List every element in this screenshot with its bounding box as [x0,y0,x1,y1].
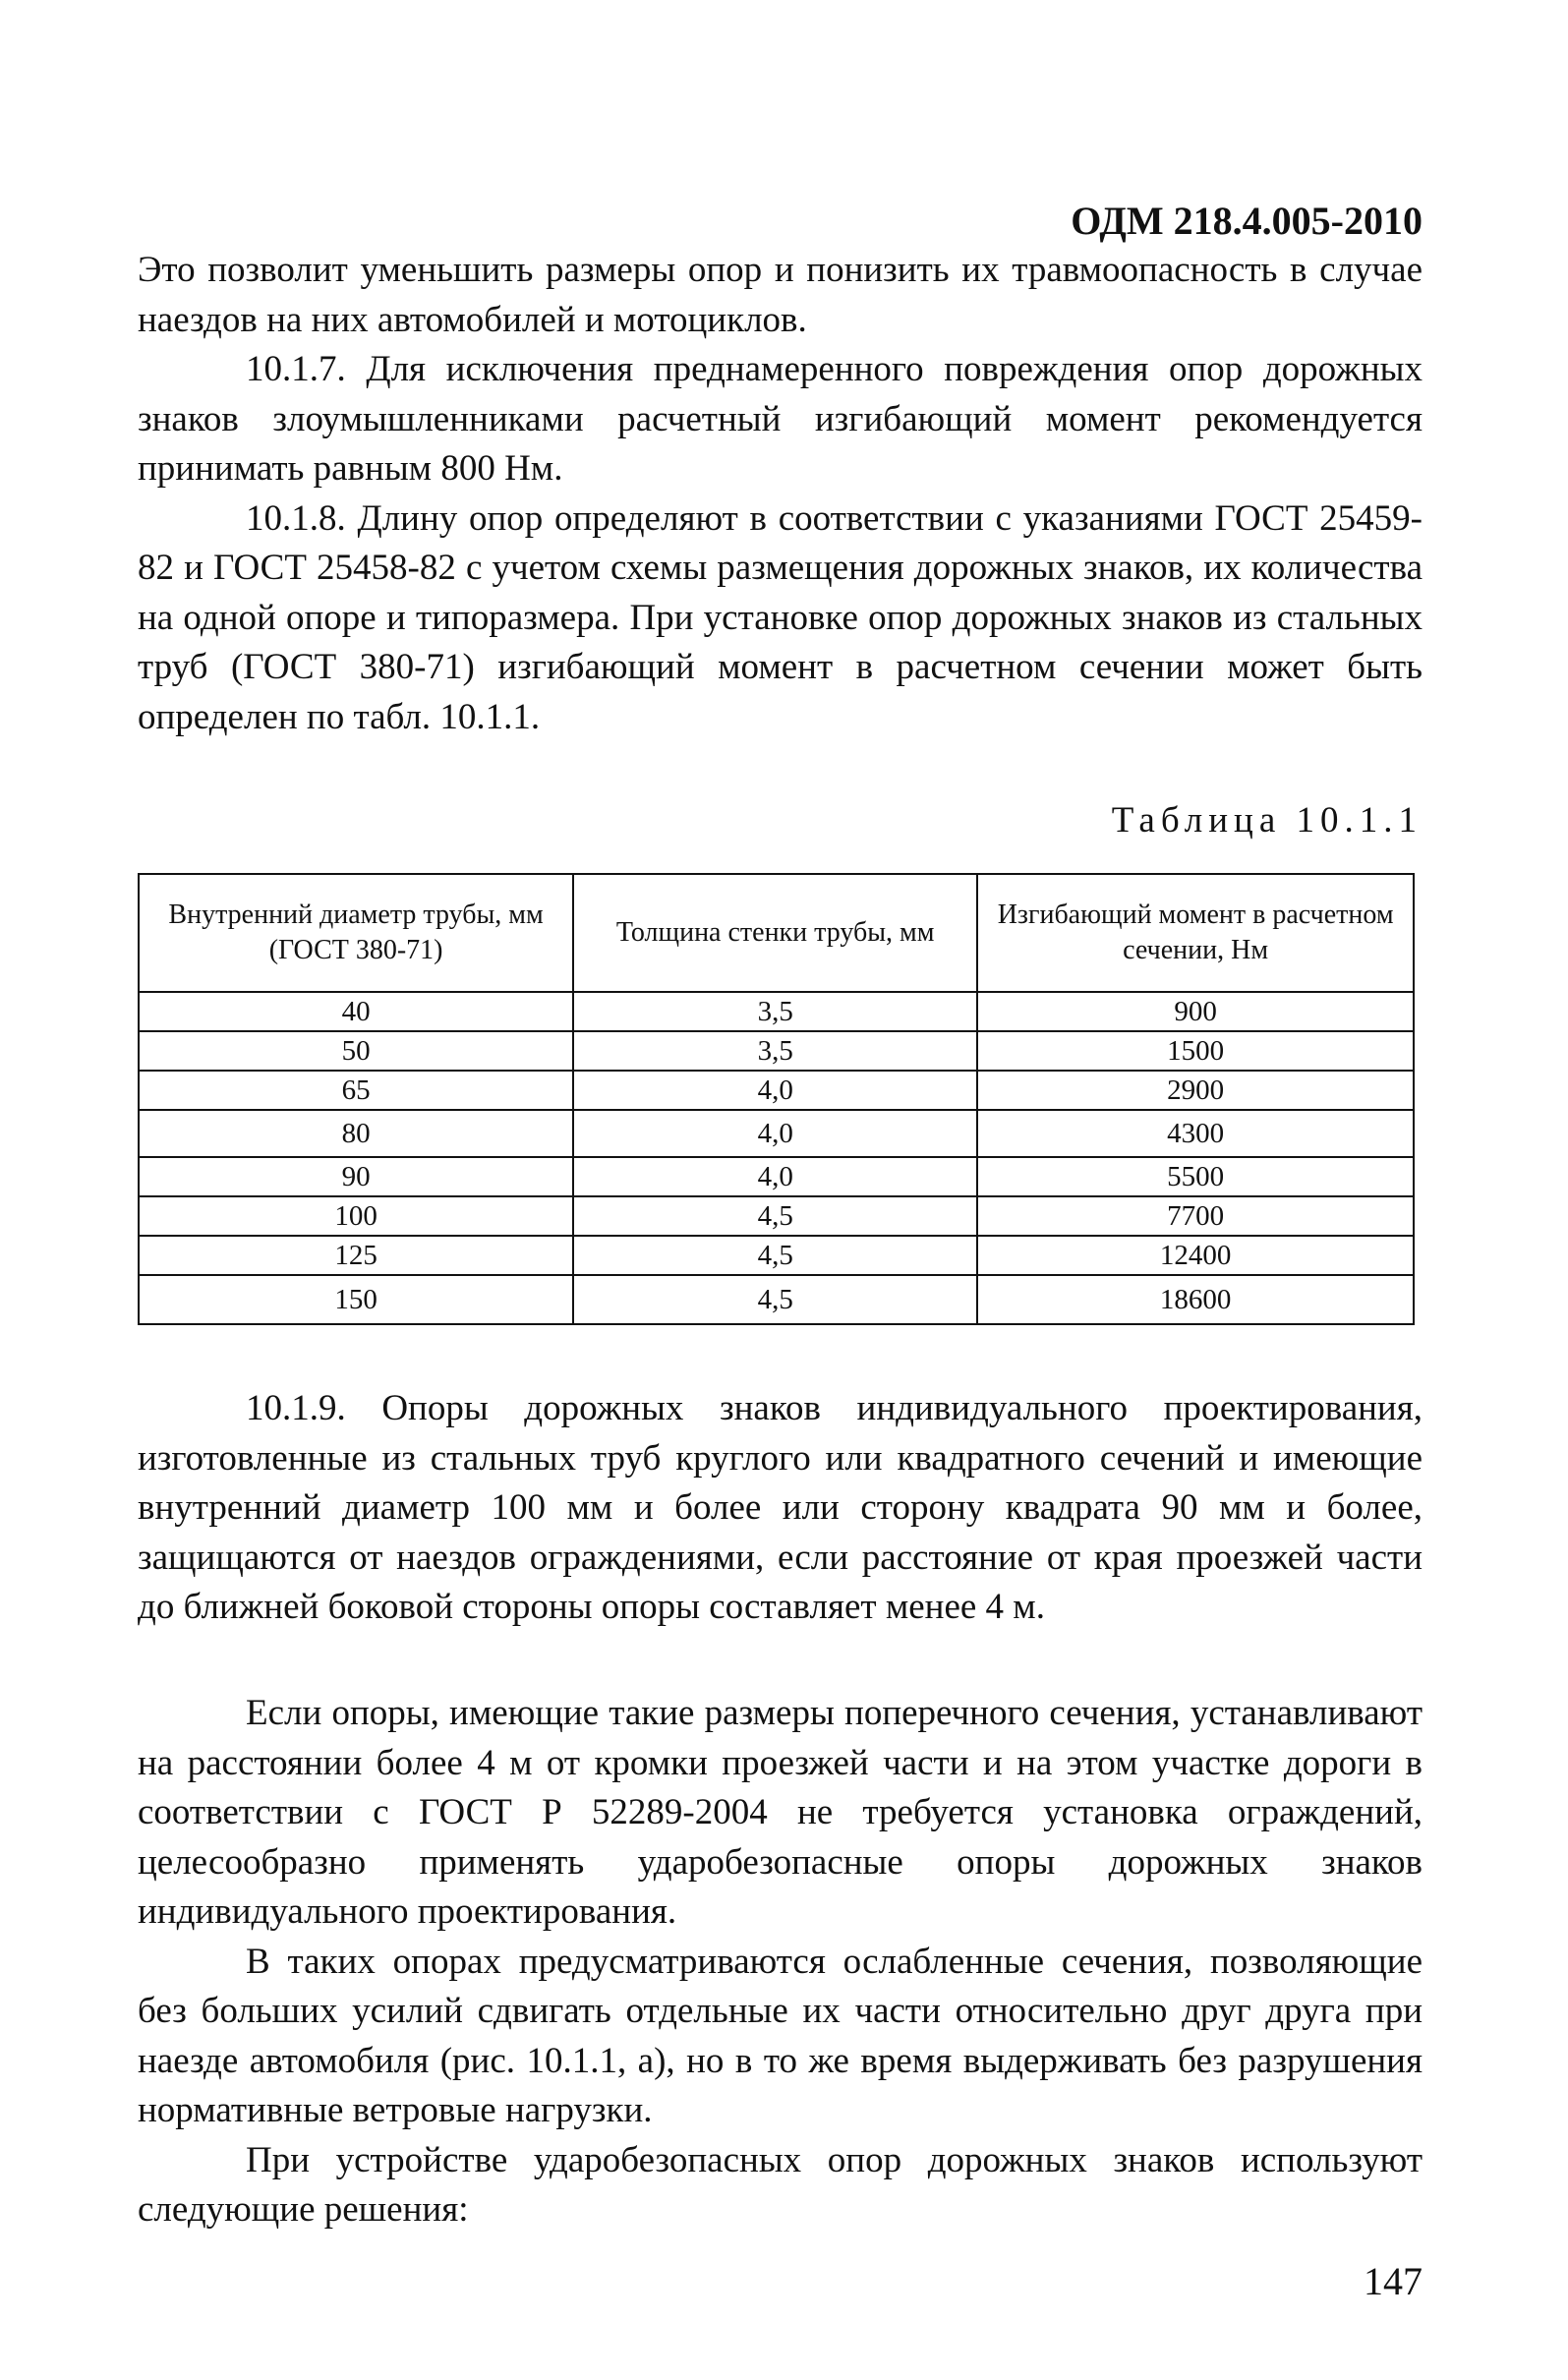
text-block-top [138,246,1423,742]
table-row [139,1157,1414,1196]
table-row [139,1275,1414,1324]
table-caption: Таблица 10.1.1 [1111,800,1423,841]
table-row [139,1236,1414,1275]
cell-thickness: 4,0 [573,1110,977,1157]
table-header-row [139,874,1414,992]
paragraph: В таких опорах предусматриваются ослабленные сечения, позволяющие без больших усилий сдвигать отдельные их части относительно друг друга при наезде автомобиля (рис. 10.1.1, а), но в то же время выдерживать без разрушения нормативные ветровые нагрузки. [138,1941,1423,2130]
cell-diameter: 40 [139,992,573,1031]
document-code: ОДМ 218.4.005-2010 [1071,199,1423,243]
text-block-middle [138,1384,1423,1633]
table-row [139,1071,1414,1110]
cell-moment: 4300 [977,1110,1414,1157]
paragraph: При устройстве ударобезопасных опор дорожных знаков используют следующие решения: [138,2139,1423,2230]
text-block-bottom [138,1689,1423,2235]
paragraph: Это позволит уменьшить размеры опор и понизить их травмоопасность в случае наездов на них автомобилей и мотоциклов. [138,250,1423,340]
page-number: 147 [1364,2259,1423,2303]
cell-diameter: 80 [139,1110,573,1157]
cell-diameter: 50 [139,1031,573,1071]
table-row [139,1110,1414,1157]
cell-thickness: 3,5 [573,992,977,1031]
table-row [139,1031,1414,1071]
header-bending-moment: Изгибающий момент в расчетном сечении, Нм [977,874,1414,992]
header-inner-diameter: Внутренний диаметр трубы, мм (ГОСТ 380-71) [139,874,573,992]
cell-diameter: 65 [139,1071,573,1110]
cell-thickness: 4,5 [573,1196,977,1236]
cell-moment: 2900 [977,1071,1414,1110]
table-row [139,992,1414,1031]
cell-thickness: 4,5 [573,1236,977,1275]
moment-table [138,873,1415,1325]
paragraph-10-1-9: 10.1.9. Опоры дорожных знаков индивидуального проектирования, изготовленные из стальных труб круглого или квадратного сечений и имеющие внутренний диаметр 100 мм и более или сторону квадрата 90 мм и более, защищаются от наездов ограждениями, если расстояние от края проезжей части до ближней боковой стороны опоры составляет менее 4 м. [138,1388,1423,1627]
cell-moment: 900 [977,992,1414,1031]
cell-moment: 1500 [977,1031,1414,1071]
cell-thickness: 4,0 [573,1157,977,1196]
cell-diameter: 90 [139,1157,573,1196]
cell-diameter: 100 [139,1196,573,1236]
paragraph-10-1-7: 10.1.7. Для исключения преднамеренного повреждения опор дорожных знаков злоумышленниками расчетный изгибающий момент рекомендуется принимать равным 800 Нм. [138,349,1423,489]
header-wall-thickness: Толщина стенки трубы, мм [573,874,977,992]
cell-diameter: 125 [139,1236,573,1275]
cell-moment: 7700 [977,1196,1414,1236]
cell-thickness: 4,0 [573,1071,977,1110]
cell-moment: 5500 [977,1157,1414,1196]
cell-thickness: 3,5 [573,1031,977,1071]
table-row [139,1196,1414,1236]
cell-diameter: 150 [139,1275,573,1324]
paragraph: Если опоры, имеющие такие размеры поперечного сечения, устанавливают на расстоянии более 4 м от кромки проезжей части и на этом участке дороги в соответствии с ГОСТ Р 52289-2004 не требуется установка ограждений, целесообразно применять ударобезопасные опоры дорожных знаков индивидуального проектирования. [138,1693,1423,1932]
cell-moment: 12400 [977,1236,1414,1275]
paragraph-10-1-8: 10.1.8. Длину опор определяют в соответствии с указаниями ГОСТ 25459-82 и ГОСТ 25458-82 с учетом схемы размещения дорожных знаков, их количества на одной опоре и типоразмера. При установке опор дорожных знаков из стальных труб (ГОСТ 380-71) изгибающий момент в расчетном сечении может быть определен по табл. 10.1.1. [138,497,1423,737]
cell-thickness: 4,5 [573,1275,977,1324]
cell-moment: 18600 [977,1275,1414,1324]
